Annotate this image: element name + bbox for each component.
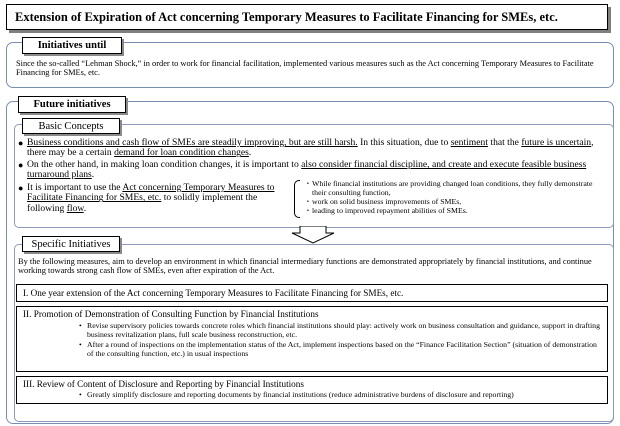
flow-brace (294, 180, 300, 218)
basic-concepts-tab: Basic Concepts (22, 118, 120, 134)
bullet-dot-icon: ● (18, 138, 24, 148)
section-2-item: • Revise supervisory policies towards concrete roles which financial institutions should play: actively work on business consultation and guidance, support in drafting business revitalization plans, full scale business reconstruction, etc. (79, 321, 600, 339)
section-2-box (16, 306, 608, 372)
down-arrow-icon (290, 226, 336, 244)
specific-intro-text: By the following measures, aim to develop an environment in which financial intermediary functions are demonstrated appropriately by financial institutions, and continue working towards strong cash flow of SMEs, even after expiration of the Act. (18, 257, 592, 276)
flow-list (304, 179, 608, 215)
bullet-dot-icon: ● (18, 183, 24, 193)
specific-initiatives-tab: Specific Initiatives (22, 236, 120, 252)
future-initiatives-tab: Future initiatives (18, 96, 126, 113)
basic-concept-bullet-1: ● Business conditions and cash flow of SMEs are steadily improving, but are still harsh. In this situation, due to sentiment that the future is uncertain, there may be a certain demand for loan condition changes. (18, 137, 594, 159)
section-1-box: I. One year extension of the Act concerning Temporary Measures to Facilitate Financing for SMEs, etc. (16, 284, 608, 302)
section-2-item: • After a round of inspections on the implementation status of the Act, implement inspections based on the “Finance Facilitation Section” (situation of demonstration of the consulting function, etc.) in usual inspections (79, 340, 597, 358)
basic-concept-bullet-3: ● It is important to use the Act concerning Temporary Measures to Facilitate Financing for SMEs, etc. to solidly implement the following flow. (18, 182, 275, 214)
page-title: Extension of Expiration of Act concerning Temporary Measures to Facilitate Financing for SMEs, etc. (6, 4, 608, 30)
section-3-title: III. Review of Content of Disclosure and Reporting by Financial Institutions (23, 379, 304, 389)
flow-item: ・ While financial institutions are providing changed loan conditions, they fully demonstrate their consulting function, (304, 179, 593, 197)
basic-concept-bullet-2: ● On the other hand, in making loan condition changes, it is important to also consider financial discipline, and create and execute feasible business turnaround plans. (18, 159, 587, 181)
initiatives-until-tab: Initiatives until (22, 37, 122, 54)
section-2-title: II. Promotion of Demonstration of Consulting Function by Financial Institutions (23, 309, 319, 319)
flow-item: ・ work on solid business improvements of SMEs, (304, 197, 462, 206)
bullet-dot-icon: ● (18, 160, 24, 170)
flow-item: ・ leading to improved repayment abilities of SMEs. (304, 206, 468, 215)
section-3-box (16, 376, 608, 404)
initiatives-until-text: Since the so-called “Lehman Shock,” in order to work for financial facilitation, implemented various measures such as the Act concerning Temporary Measures to Facilitate Financing for SMEs, etc. (16, 59, 594, 78)
section-3-item: • Greatly simplify disclosure and reporting documents by financial institutions (reduce administrative burdens of disclosure and reporting) (79, 390, 514, 399)
